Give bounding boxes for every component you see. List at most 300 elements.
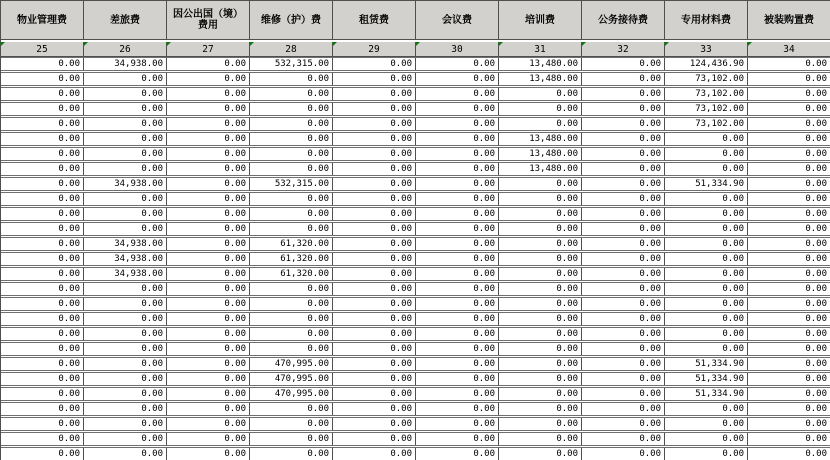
table-cell[interactable]: 0.00 bbox=[167, 298, 250, 310]
table-cell[interactable]: 13,480.00 bbox=[499, 73, 582, 85]
table-row bbox=[1, 237, 830, 251]
table-cell[interactable]: 0.00 bbox=[250, 118, 333, 130]
table-cell[interactable]: 0.00 bbox=[250, 313, 333, 325]
table-cell[interactable]: 0.00 bbox=[1, 73, 84, 85]
table-cell[interactable]: 0.00 bbox=[499, 193, 582, 205]
table-cell[interactable]: 0.00 bbox=[416, 148, 499, 160]
table-cell[interactable]: 0.00 bbox=[167, 88, 250, 100]
table-cell[interactable]: 0.00 bbox=[416, 163, 499, 175]
table-cell[interactable]: 0.00 bbox=[416, 223, 499, 235]
table-cell[interactable]: 0.00 bbox=[1, 418, 84, 430]
table-cell[interactable]: 124,436.90 bbox=[665, 58, 748, 70]
column-index-26[interactable] bbox=[84, 42, 167, 56]
table-cell[interactable]: 0.00 bbox=[499, 283, 582, 295]
table-cell[interactable]: 34,938.00 bbox=[84, 238, 167, 250]
table-cell[interactable]: 0.00 bbox=[582, 268, 665, 280]
table-cell[interactable]: 0.00 bbox=[333, 238, 416, 250]
table-cell[interactable]: 34,938.00 bbox=[84, 268, 167, 280]
table-cell[interactable]: 0.00 bbox=[416, 103, 499, 115]
table-cell[interactable]: 73,102.00 bbox=[665, 73, 748, 85]
table-cell[interactable]: 0.00 bbox=[84, 118, 167, 130]
table-cell[interactable]: 0.00 bbox=[665, 283, 748, 295]
table-cell[interactable]: 0.00 bbox=[499, 448, 582, 460]
column-header-30[interactable]: 会议费 bbox=[416, 1, 499, 39]
table-cell[interactable]: 0.00 bbox=[250, 418, 333, 430]
table-cell[interactable]: 0.00 bbox=[84, 133, 167, 145]
table-cell[interactable]: 532,315.00 bbox=[250, 58, 333, 70]
column-header-29[interactable]: 租赁费 bbox=[333, 1, 416, 39]
table-cell[interactable]: 0.00 bbox=[582, 238, 665, 250]
table-cell[interactable]: 0.00 bbox=[1, 373, 84, 385]
table-cell[interactable]: 0.00 bbox=[167, 343, 250, 355]
table-cell[interactable]: 0.00 bbox=[1, 208, 84, 220]
table-cell[interactable]: 0.00 bbox=[1, 283, 84, 295]
table-cell[interactable]: 0.00 bbox=[84, 223, 167, 235]
table-cell[interactable]: 0.00 bbox=[499, 343, 582, 355]
column-index-25[interactable] bbox=[1, 42, 84, 56]
column-index-30[interactable] bbox=[416, 42, 499, 56]
table-cell[interactable]: 0.00 bbox=[333, 163, 416, 175]
table-cell[interactable]: 0.00 bbox=[333, 58, 416, 70]
table-cell[interactable]: 0.00 bbox=[333, 433, 416, 445]
table-cell[interactable]: 0.00 bbox=[499, 373, 582, 385]
table-cell[interactable]: 0.00 bbox=[499, 208, 582, 220]
table-cell[interactable]: 0.00 bbox=[167, 223, 250, 235]
table-cell[interactable]: 0.00 bbox=[167, 328, 250, 340]
column-index-32[interactable] bbox=[582, 42, 665, 56]
table-cell[interactable]: 0.00 bbox=[84, 208, 167, 220]
table-cell[interactable]: 0.00 bbox=[416, 178, 499, 190]
table-cell[interactable]: 0.00 bbox=[250, 223, 333, 235]
table-cell[interactable]: 0.00 bbox=[84, 103, 167, 115]
table-cell[interactable]: 0.00 bbox=[582, 418, 665, 430]
table-cell[interactable]: 0.00 bbox=[499, 328, 582, 340]
table-cell[interactable]: 0.00 bbox=[416, 403, 499, 415]
column-index-31[interactable] bbox=[499, 42, 582, 56]
table-cell[interactable]: 0.00 bbox=[167, 388, 250, 400]
table-cell[interactable]: 0.00 bbox=[250, 433, 333, 445]
table-cell[interactable]: 0.00 bbox=[665, 208, 748, 220]
table-cell[interactable]: 0.00 bbox=[1, 118, 84, 130]
column-index-34[interactable] bbox=[748, 42, 830, 56]
table-cell[interactable]: 0.00 bbox=[665, 253, 748, 265]
table-cell[interactable]: 0.00 bbox=[167, 403, 250, 415]
table-cell[interactable]: 0.00 bbox=[416, 418, 499, 430]
table-cell[interactable]: 0.00 bbox=[416, 358, 499, 370]
table-cell[interactable]: 0.00 bbox=[665, 223, 748, 235]
table-cell[interactable]: 0.00 bbox=[665, 343, 748, 355]
error-indicator-icon bbox=[167, 42, 171, 46]
table-cell[interactable]: 0.00 bbox=[748, 448, 830, 460]
table-cell[interactable]: 0.00 bbox=[167, 133, 250, 145]
column-index-label: 25 bbox=[36, 43, 48, 55]
table-cell[interactable]: 0.00 bbox=[333, 343, 416, 355]
column-index-28[interactable] bbox=[250, 42, 333, 56]
table-cell[interactable]: 0.00 bbox=[665, 418, 748, 430]
table-cell[interactable]: 34,938.00 bbox=[84, 253, 167, 265]
table-cell[interactable]: 0.00 bbox=[748, 358, 830, 370]
table-cell[interactable]: 34,938.00 bbox=[84, 178, 167, 190]
table-cell[interactable]: 0.00 bbox=[582, 223, 665, 235]
table-cell[interactable]: 0.00 bbox=[1, 238, 84, 250]
table-cell[interactable]: 0.00 bbox=[250, 103, 333, 115]
table-cell[interactable]: 0.00 bbox=[250, 298, 333, 310]
table-cell[interactable]: 0.00 bbox=[748, 433, 830, 445]
table-cell[interactable]: 0.00 bbox=[748, 58, 830, 70]
table-cell[interactable]: 0.00 bbox=[665, 433, 748, 445]
table-cell[interactable]: 0.00 bbox=[1, 193, 84, 205]
table-cell[interactable]: 0.00 bbox=[499, 103, 582, 115]
table-cell[interactable]: 0.00 bbox=[748, 328, 830, 340]
table-cell[interactable]: 0.00 bbox=[416, 268, 499, 280]
table-cell[interactable]: 0.00 bbox=[167, 178, 250, 190]
table-cell[interactable]: 0.00 bbox=[499, 358, 582, 370]
table-cell[interactable]: 0.00 bbox=[84, 193, 167, 205]
table-cell[interactable]: 0.00 bbox=[748, 253, 830, 265]
table-cell[interactable]: 0.00 bbox=[748, 283, 830, 295]
table-cell[interactable]: 0.00 bbox=[416, 373, 499, 385]
table-cell[interactable]: 0.00 bbox=[416, 298, 499, 310]
error-indicator-icon bbox=[499, 42, 503, 46]
table-cell[interactable]: 0.00 bbox=[84, 73, 167, 85]
table-cell[interactable]: 0.00 bbox=[1, 223, 84, 235]
table-cell[interactable]: 0.00 bbox=[665, 163, 748, 175]
table-cell[interactable]: 51,334.90 bbox=[665, 373, 748, 385]
table-cell[interactable]: 61,320.00 bbox=[250, 238, 333, 250]
table-cell[interactable]: 0.00 bbox=[333, 328, 416, 340]
column-index-33[interactable] bbox=[665, 42, 748, 56]
table-cell[interactable]: 0.00 bbox=[748, 103, 830, 115]
table-cell[interactable]: 0.00 bbox=[416, 388, 499, 400]
table-cell[interactable]: 0.00 bbox=[333, 223, 416, 235]
error-indicator-icon bbox=[84, 42, 88, 46]
table-cell[interactable]: 0.00 bbox=[499, 238, 582, 250]
column-header-27[interactable]: 因公出国（境）费用 bbox=[167, 1, 250, 39]
table-cell[interactable]: 0.00 bbox=[748, 88, 830, 100]
table-cell[interactable]: 0.00 bbox=[1, 388, 84, 400]
table-cell[interactable]: 13,480.00 bbox=[499, 133, 582, 145]
table-cell[interactable]: 0.00 bbox=[167, 238, 250, 250]
table-cell[interactable]: 0.00 bbox=[582, 388, 665, 400]
table-cell[interactable]: 0.00 bbox=[665, 148, 748, 160]
table-cell[interactable]: 0.00 bbox=[665, 313, 748, 325]
table-cell[interactable]: 0.00 bbox=[748, 208, 830, 220]
table-cell[interactable]: 0.00 bbox=[748, 373, 830, 385]
table-cell[interactable]: 0.00 bbox=[582, 208, 665, 220]
table-cell[interactable]: 0.00 bbox=[84, 433, 167, 445]
table-cell[interactable]: 0.00 bbox=[250, 148, 333, 160]
table-cell[interactable]: 0.00 bbox=[84, 298, 167, 310]
table-cell[interactable]: 0.00 bbox=[333, 148, 416, 160]
table-cell[interactable]: 0.00 bbox=[416, 133, 499, 145]
table-cell[interactable]: 0.00 bbox=[665, 448, 748, 460]
table-cell[interactable]: 470,995.00 bbox=[250, 373, 333, 385]
table-cell[interactable]: 0.00 bbox=[250, 163, 333, 175]
table-cell[interactable]: 0.00 bbox=[416, 313, 499, 325]
table-cell[interactable]: 0.00 bbox=[665, 238, 748, 250]
table-cell[interactable]: 13,480.00 bbox=[499, 148, 582, 160]
table-cell[interactable]: 0.00 bbox=[665, 268, 748, 280]
table-cell[interactable]: 0.00 bbox=[665, 133, 748, 145]
table-cell[interactable]: 0.00 bbox=[1, 268, 84, 280]
table-cell[interactable]: 0.00 bbox=[665, 403, 748, 415]
table-cell[interactable]: 0.00 bbox=[1, 88, 84, 100]
table-cell[interactable]: 0.00 bbox=[333, 448, 416, 460]
table-cell[interactable]: 0.00 bbox=[333, 418, 416, 430]
table-cell[interactable]: 0.00 bbox=[499, 388, 582, 400]
table-cell[interactable]: 0.00 bbox=[748, 193, 830, 205]
table-cell[interactable]: 0.00 bbox=[84, 313, 167, 325]
table-cell[interactable]: 0.00 bbox=[1, 433, 84, 445]
table-cell[interactable]: 0.00 bbox=[333, 388, 416, 400]
table-cell[interactable]: 0.00 bbox=[84, 283, 167, 295]
table-cell[interactable]: 0.00 bbox=[582, 403, 665, 415]
table-cell[interactable]: 0.00 bbox=[582, 193, 665, 205]
table-cell[interactable]: 0.00 bbox=[748, 238, 830, 250]
table-cell[interactable]: 0.00 bbox=[582, 148, 665, 160]
table-cell[interactable]: 0.00 bbox=[748, 343, 830, 355]
table-cell[interactable]: 0.00 bbox=[582, 448, 665, 460]
table-cell[interactable]: 0.00 bbox=[250, 403, 333, 415]
table-cell[interactable]: 0.00 bbox=[333, 358, 416, 370]
table-cell[interactable]: 0.00 bbox=[167, 103, 250, 115]
table-cell[interactable]: 51,334.90 bbox=[665, 358, 748, 370]
table-cell[interactable]: 0.00 bbox=[748, 133, 830, 145]
table-cell[interactable]: 0.00 bbox=[499, 118, 582, 130]
table-cell[interactable]: 0.00 bbox=[499, 268, 582, 280]
table-cell[interactable]: 0.00 bbox=[416, 343, 499, 355]
table-cell[interactable]: 0.00 bbox=[499, 253, 582, 265]
table-cell[interactable]: 0.00 bbox=[1, 148, 84, 160]
table-cell[interactable]: 0.00 bbox=[582, 118, 665, 130]
table-cell[interactable]: 0.00 bbox=[499, 433, 582, 445]
table-cell[interactable]: 470,995.00 bbox=[250, 358, 333, 370]
table-cell[interactable]: 13,480.00 bbox=[499, 58, 582, 70]
table-cell[interactable]: 0.00 bbox=[84, 448, 167, 460]
table-cell[interactable]: 0.00 bbox=[333, 298, 416, 310]
table-cell[interactable]: 0.00 bbox=[748, 298, 830, 310]
table-cell[interactable]: 0.00 bbox=[582, 328, 665, 340]
table-cell[interactable]: 0.00 bbox=[582, 178, 665, 190]
table-cell[interactable]: 0.00 bbox=[167, 193, 250, 205]
table-cell[interactable]: 0.00 bbox=[748, 178, 830, 190]
table-cell[interactable]: 0.00 bbox=[333, 283, 416, 295]
table-cell[interactable]: 0.00 bbox=[1, 178, 84, 190]
table-cell[interactable]: 0.00 bbox=[499, 223, 582, 235]
table-cell[interactable]: 0.00 bbox=[748, 403, 830, 415]
table-cell[interactable]: 0.00 bbox=[84, 343, 167, 355]
column-header-26[interactable]: 差旅费 bbox=[84, 1, 167, 39]
table-cell[interactable]: 0.00 bbox=[416, 88, 499, 100]
table-row bbox=[1, 267, 830, 281]
table-cell[interactable]: 0.00 bbox=[748, 223, 830, 235]
table-cell[interactable]: 0.00 bbox=[84, 148, 167, 160]
table-cell[interactable]: 0.00 bbox=[582, 133, 665, 145]
table-cell[interactable]: 0.00 bbox=[582, 343, 665, 355]
table-cell[interactable]: 51,334.90 bbox=[665, 388, 748, 400]
table-cell[interactable]: 0.00 bbox=[748, 148, 830, 160]
table-cell[interactable]: 0.00 bbox=[250, 343, 333, 355]
table-cell[interactable]: 0.00 bbox=[582, 358, 665, 370]
table-cell[interactable]: 0.00 bbox=[1, 253, 84, 265]
table-cell[interactable]: 0.00 bbox=[167, 58, 250, 70]
table-cell[interactable]: 0.00 bbox=[250, 88, 333, 100]
table-cell[interactable]: 0.00 bbox=[416, 73, 499, 85]
table-cell[interactable]: 0.00 bbox=[333, 373, 416, 385]
column-index-29[interactable] bbox=[333, 42, 416, 56]
table-cell[interactable]: 0.00 bbox=[499, 88, 582, 100]
table-cell[interactable]: 0.00 bbox=[416, 208, 499, 220]
table-cell[interactable]: 0.00 bbox=[416, 253, 499, 265]
table-cell[interactable]: 0.00 bbox=[333, 73, 416, 85]
table-cell[interactable]: 0.00 bbox=[250, 73, 333, 85]
table-cell[interactable]: 0.00 bbox=[167, 268, 250, 280]
table-cell[interactable]: 0.00 bbox=[1, 58, 84, 70]
table-cell[interactable]: 0.00 bbox=[582, 253, 665, 265]
table-cell[interactable]: 0.00 bbox=[1, 328, 84, 340]
table-cell[interactable]: 0.00 bbox=[416, 118, 499, 130]
column-header-28[interactable]: 维修（护）费 bbox=[250, 1, 333, 39]
table-cell[interactable]: 0.00 bbox=[582, 433, 665, 445]
table-cell[interactable]: 0.00 bbox=[416, 433, 499, 445]
table-cell[interactable]: 0.00 bbox=[333, 268, 416, 280]
table-cell[interactable]: 0.00 bbox=[333, 313, 416, 325]
table-cell[interactable]: 0.00 bbox=[499, 313, 582, 325]
table-cell[interactable]: 0.00 bbox=[84, 358, 167, 370]
column-header-32[interactable]: 公务接待费 bbox=[582, 1, 665, 39]
table-cell[interactable]: 0.00 bbox=[333, 88, 416, 100]
table-cell[interactable]: 0.00 bbox=[333, 208, 416, 220]
table-cell[interactable]: 0.00 bbox=[250, 448, 333, 460]
table-cell[interactable]: 0.00 bbox=[333, 118, 416, 130]
table-cell[interactable]: 0.00 bbox=[250, 133, 333, 145]
table-cell[interactable]: 0.00 bbox=[582, 58, 665, 70]
table-cell[interactable]: 61,320.00 bbox=[250, 268, 333, 280]
table-cell[interactable]: 0.00 bbox=[167, 433, 250, 445]
table-cell[interactable]: 73,102.00 bbox=[665, 103, 748, 115]
table-cell[interactable]: 0.00 bbox=[250, 193, 333, 205]
table-cell[interactable]: 0.00 bbox=[748, 388, 830, 400]
table-cell[interactable]: 0.00 bbox=[84, 418, 167, 430]
table-cell[interactable]: 0.00 bbox=[416, 238, 499, 250]
table-cell[interactable]: 0.00 bbox=[333, 403, 416, 415]
column-header-33[interactable]: 专用材料费 bbox=[665, 1, 748, 39]
table-cell[interactable]: 0.00 bbox=[167, 448, 250, 460]
table-cell[interactable]: 0.00 bbox=[748, 118, 830, 130]
table-cell[interactable]: 0.00 bbox=[665, 298, 748, 310]
table-cell[interactable]: 0.00 bbox=[167, 148, 250, 160]
table-cell[interactable]: 470,995.00 bbox=[250, 388, 333, 400]
table-cell[interactable]: 0.00 bbox=[582, 163, 665, 175]
table-cell[interactable]: 0.00 bbox=[1, 298, 84, 310]
table-cell[interactable]: 0.00 bbox=[1, 358, 84, 370]
table-cell[interactable]: 0.00 bbox=[499, 418, 582, 430]
table-row bbox=[1, 147, 830, 161]
table-cell[interactable]: 0.00 bbox=[748, 73, 830, 85]
table-cell[interactable]: 51,334.90 bbox=[665, 178, 748, 190]
table-cell[interactable]: 0.00 bbox=[582, 88, 665, 100]
table-cell[interactable]: 0.00 bbox=[582, 298, 665, 310]
column-header-25[interactable]: 物业管理费 bbox=[1, 1, 84, 39]
table-cell[interactable]: 0.00 bbox=[84, 403, 167, 415]
table-row bbox=[1, 432, 830, 446]
table-cell[interactable]: 0.00 bbox=[167, 73, 250, 85]
table-cell[interactable]: 0.00 bbox=[167, 373, 250, 385]
error-indicator-icon bbox=[582, 42, 586, 46]
table-cell[interactable]: 13,480.00 bbox=[499, 163, 582, 175]
table-cell[interactable]: 0.00 bbox=[499, 298, 582, 310]
column-header-31[interactable]: 培训费 bbox=[499, 1, 582, 39]
table-cell[interactable]: 532,315.00 bbox=[250, 178, 333, 190]
table-cell[interactable]: 0.00 bbox=[167, 118, 250, 130]
table-cell[interactable]: 0.00 bbox=[167, 253, 250, 265]
table-cell[interactable]: 0.00 bbox=[416, 58, 499, 70]
table-cell[interactable]: 0.00 bbox=[665, 193, 748, 205]
table-cell[interactable]: 34,938.00 bbox=[84, 58, 167, 70]
table-cell[interactable]: 0.00 bbox=[84, 373, 167, 385]
table-cell[interactable]: 0.00 bbox=[84, 388, 167, 400]
table-cell[interactable]: 0.00 bbox=[499, 178, 582, 190]
table-cell[interactable]: 73,102.00 bbox=[665, 88, 748, 100]
table-cell[interactable]: 0.00 bbox=[167, 313, 250, 325]
table-cell[interactable]: 0.00 bbox=[582, 283, 665, 295]
table-cell[interactable]: 0.00 bbox=[582, 313, 665, 325]
table-cell[interactable]: 0.00 bbox=[167, 208, 250, 220]
table-cell[interactable]: 0.00 bbox=[1, 448, 84, 460]
table-cell[interactable]: 0.00 bbox=[333, 193, 416, 205]
table-cell[interactable]: 0.00 bbox=[250, 208, 333, 220]
column-header-34[interactable]: 被装购置费 bbox=[748, 1, 830, 39]
table-cell[interactable]: 0.00 bbox=[333, 103, 416, 115]
table-cell[interactable]: 0.00 bbox=[333, 133, 416, 145]
table-cell[interactable]: 0.00 bbox=[1, 403, 84, 415]
table-row bbox=[1, 357, 830, 371]
table-cell[interactable]: 0.00 bbox=[1, 133, 84, 145]
table-cell[interactable]: 0.00 bbox=[250, 283, 333, 295]
table-cell[interactable]: 0.00 bbox=[748, 418, 830, 430]
table-cell[interactable]: 0.00 bbox=[416, 448, 499, 460]
table-cell[interactable]: 0.00 bbox=[416, 328, 499, 340]
column-index-27[interactable] bbox=[167, 42, 250, 56]
table-cell[interactable]: 0.00 bbox=[665, 328, 748, 340]
table-cell[interactable]: 0.00 bbox=[333, 178, 416, 190]
table-cell[interactable]: 0.00 bbox=[1, 343, 84, 355]
table-cell[interactable]: 0.00 bbox=[1, 103, 84, 115]
table-cell[interactable]: 0.00 bbox=[582, 103, 665, 115]
table-cell[interactable]: 0.00 bbox=[1, 163, 84, 175]
table-cell[interactable]: 0.00 bbox=[84, 88, 167, 100]
table-cell[interactable]: 0.00 bbox=[250, 328, 333, 340]
table-cell[interactable]: 0.00 bbox=[416, 193, 499, 205]
table-cell[interactable]: 0.00 bbox=[499, 403, 582, 415]
table-cell[interactable]: 0.00 bbox=[748, 268, 830, 280]
table-cell[interactable]: 0.00 bbox=[84, 328, 167, 340]
table-cell[interactable]: 0.00 bbox=[582, 73, 665, 85]
table-cell[interactable]: 0.00 bbox=[416, 283, 499, 295]
table-cell[interactable]: 0.00 bbox=[748, 313, 830, 325]
table-cell[interactable]: 73,102.00 bbox=[665, 118, 748, 130]
table-cell[interactable]: 0.00 bbox=[167, 163, 250, 175]
table-cell[interactable]: 0.00 bbox=[167, 418, 250, 430]
table-cell[interactable]: 61,320.00 bbox=[250, 253, 333, 265]
table-cell[interactable]: 0.00 bbox=[1, 313, 84, 325]
table-cell[interactable]: 0.00 bbox=[582, 373, 665, 385]
table-cell[interactable]: 0.00 bbox=[167, 283, 250, 295]
table-cell[interactable]: 0.00 bbox=[167, 358, 250, 370]
table-cell[interactable]: 0.00 bbox=[748, 163, 830, 175]
table-cell[interactable]: 0.00 bbox=[333, 253, 416, 265]
table-cell[interactable]: 0.00 bbox=[84, 163, 167, 175]
